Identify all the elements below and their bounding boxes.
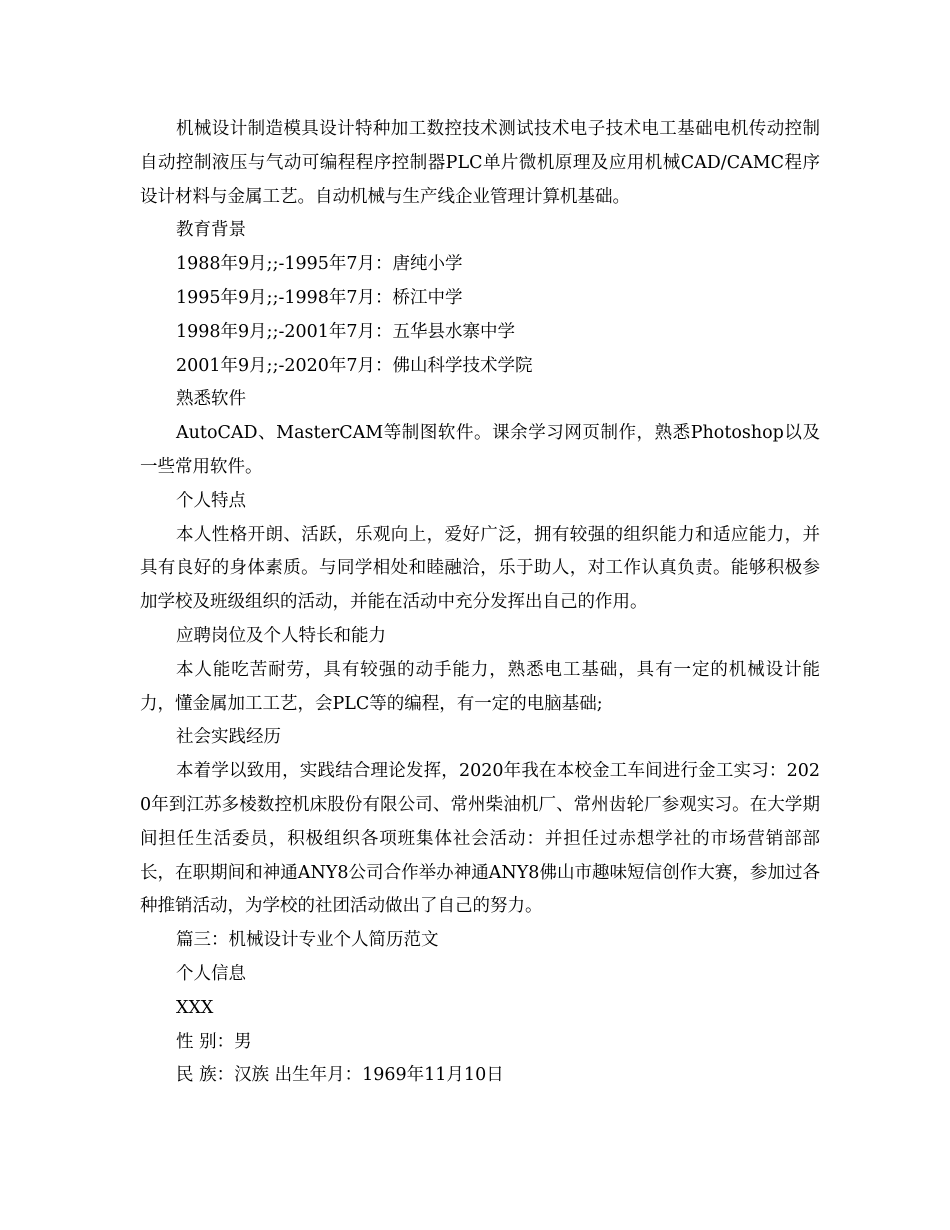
- section-heading-software: 熟悉软件: [176, 389, 246, 410]
- info-ethnicity-birth: 民 族：汉族 出生年月：1969年11月10日: [176, 1065, 504, 1086]
- education-entry: 2001年9月;;-2020年7月：佛山科学技术学院: [176, 355, 533, 376]
- software-paragraph: AutoCAD、MasterCAM等制图软件。课余学习网页制作，熟悉Photoshop以及一些常用软件。: [140, 423, 820, 477]
- education-entry: 1995年9月;;-1998年7月：桥江中学: [176, 287, 463, 308]
- section-heading-personal-info: 个人信息: [176, 963, 246, 984]
- practice-paragraph: 本着学以致用，实践结合理论发挥，2020年我在本校金工车间进行金工实习：2020年到江苏多棱数控机床股份有限公司、常州柴油机厂、常州齿轮厂参观实习。在大学期间担任生活委员，积极组织各项班集体社会活动：并担任过赤想学社的市场营销部部长，在职期间和神通ANY8公司合作举办神通ANY8佛山市趣味短信创作大赛，参加过各种推销活动，为学校的社团活动做出了自己的努力。: [140, 761, 820, 917]
- section-heading-practice: 社会实践经历: [176, 727, 281, 748]
- article-title: 篇三：机械设计专业个人简历范文: [176, 930, 439, 951]
- section-heading-traits: 个人特点: [176, 490, 246, 511]
- section-heading-education: 教育背景: [176, 220, 246, 241]
- education-entry: 1998年9月;;-2001年7月：五华县水寨中学: [176, 321, 516, 342]
- info-gender: 性 别：男: [176, 1031, 252, 1052]
- position-paragraph: 本人能吃苦耐劳，具有较强的动手能力，熟悉电工基础，具有一定的机械设计能力，懂金属加工工艺，会PLC等的编程，有一定的电脑基础;: [140, 659, 820, 714]
- course-list-paragraph: 机械设计制造模具设计特种加工数控技术测试技术电子技术电工基础电机传动控制自动控制液压与气动可编程程序控制器PLC单片微机原理及应用机械CAD/CAMC程序设计材料与金属工艺。自动机械与生产线企业管理计算机基础。: [140, 119, 820, 207]
- education-entry: 1988年9月;;-1995年7月：唐纯小学: [176, 254, 463, 275]
- section-heading-position: 应聘岗位及个人特长和能力: [176, 625, 386, 646]
- document-body: [140, 113, 820, 1093]
- info-name: XXX: [176, 997, 214, 1018]
- traits-paragraph: 本人性格开朗、活跃，乐观向上，爱好广泛，拥有较强的组织能力和适应能力，并具有良好的身体素质。与同学相处和睦融洽，乐于助人，对工作认真负责。能够积极参加学校及班级组织的活动，并能在活动中充分发挥出自己的作用。: [140, 524, 820, 613]
